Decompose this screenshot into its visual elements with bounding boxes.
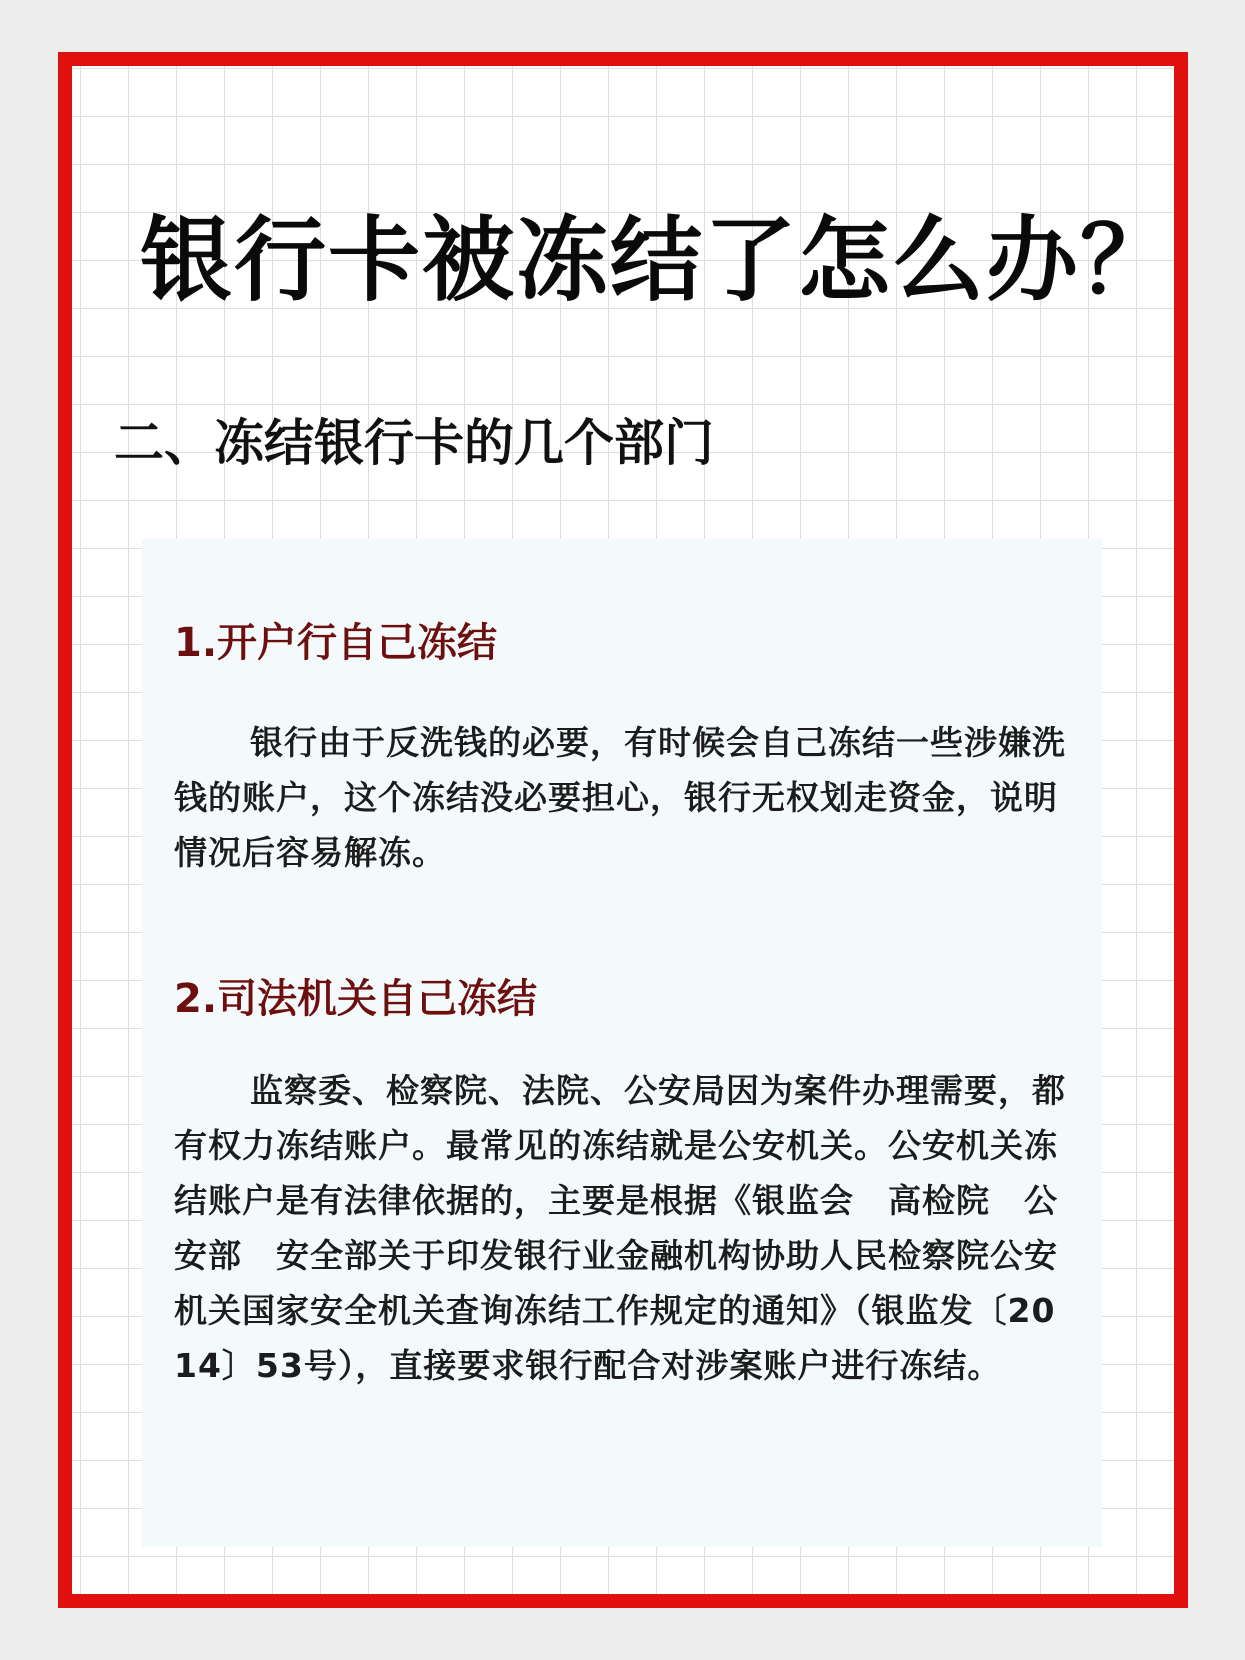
page-title: 银行卡被冻结了怎么办？ <box>140 207 1175 314</box>
item-heading-bank-freeze: 1.开户行自己冻结 <box>174 620 498 666</box>
item-heading-judicial-freeze: 2.司法机关自己冻结 <box>174 976 538 1022</box>
red-bordered-frame <box>58 52 1188 1608</box>
content-box <box>142 539 1102 1547</box>
item-text-judicial-freeze: 监察委、检察院、法院、公安局因为案件办理需要，都有权力冻结账户。最常见的冻结就是公安机关。公安机关冻结账户是有法律依据的，主要是根据《银监会 高检院 公安部 安全部关于印发银行业金融机构协助人民检察院公安机关国家安全机关查询冻结工作规定的通知》（银监发〔2014〕53号），直接要求银行配合对涉案账户进行冻结。 <box>174 1071 1066 1385</box>
section-heading: 二、冻结银行卡的几个部门 <box>114 414 714 472</box>
item-text-bank-freeze: 银行由于反洗钱的必要，有时候会自己冻结一些涉嫌洗钱的账户，这个冻结没必要担心，银行无权划走资金，说明情况后容易解冻。 <box>174 723 1066 872</box>
